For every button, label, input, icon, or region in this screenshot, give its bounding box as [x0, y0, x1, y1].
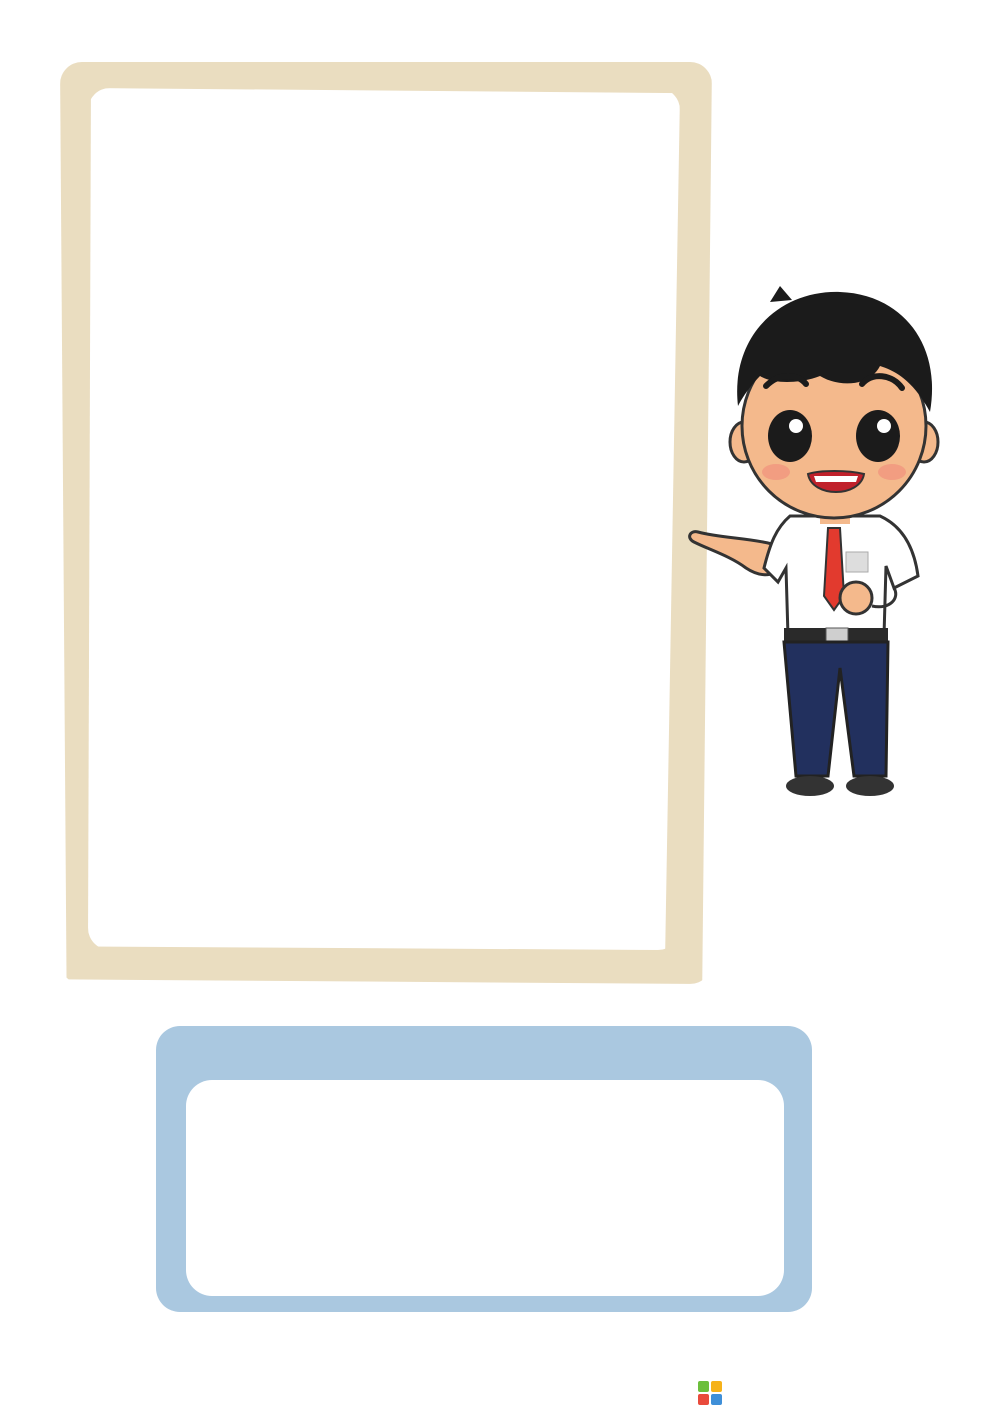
liveworksheets-logo[interactable]: [698, 1378, 726, 1408]
conclusion-input[interactable]: [186, 1080, 784, 1296]
liveworksheets-logo-icon: [698, 1381, 722, 1405]
student-boy-icon: [680, 276, 940, 806]
question-card: [88, 88, 680, 950]
